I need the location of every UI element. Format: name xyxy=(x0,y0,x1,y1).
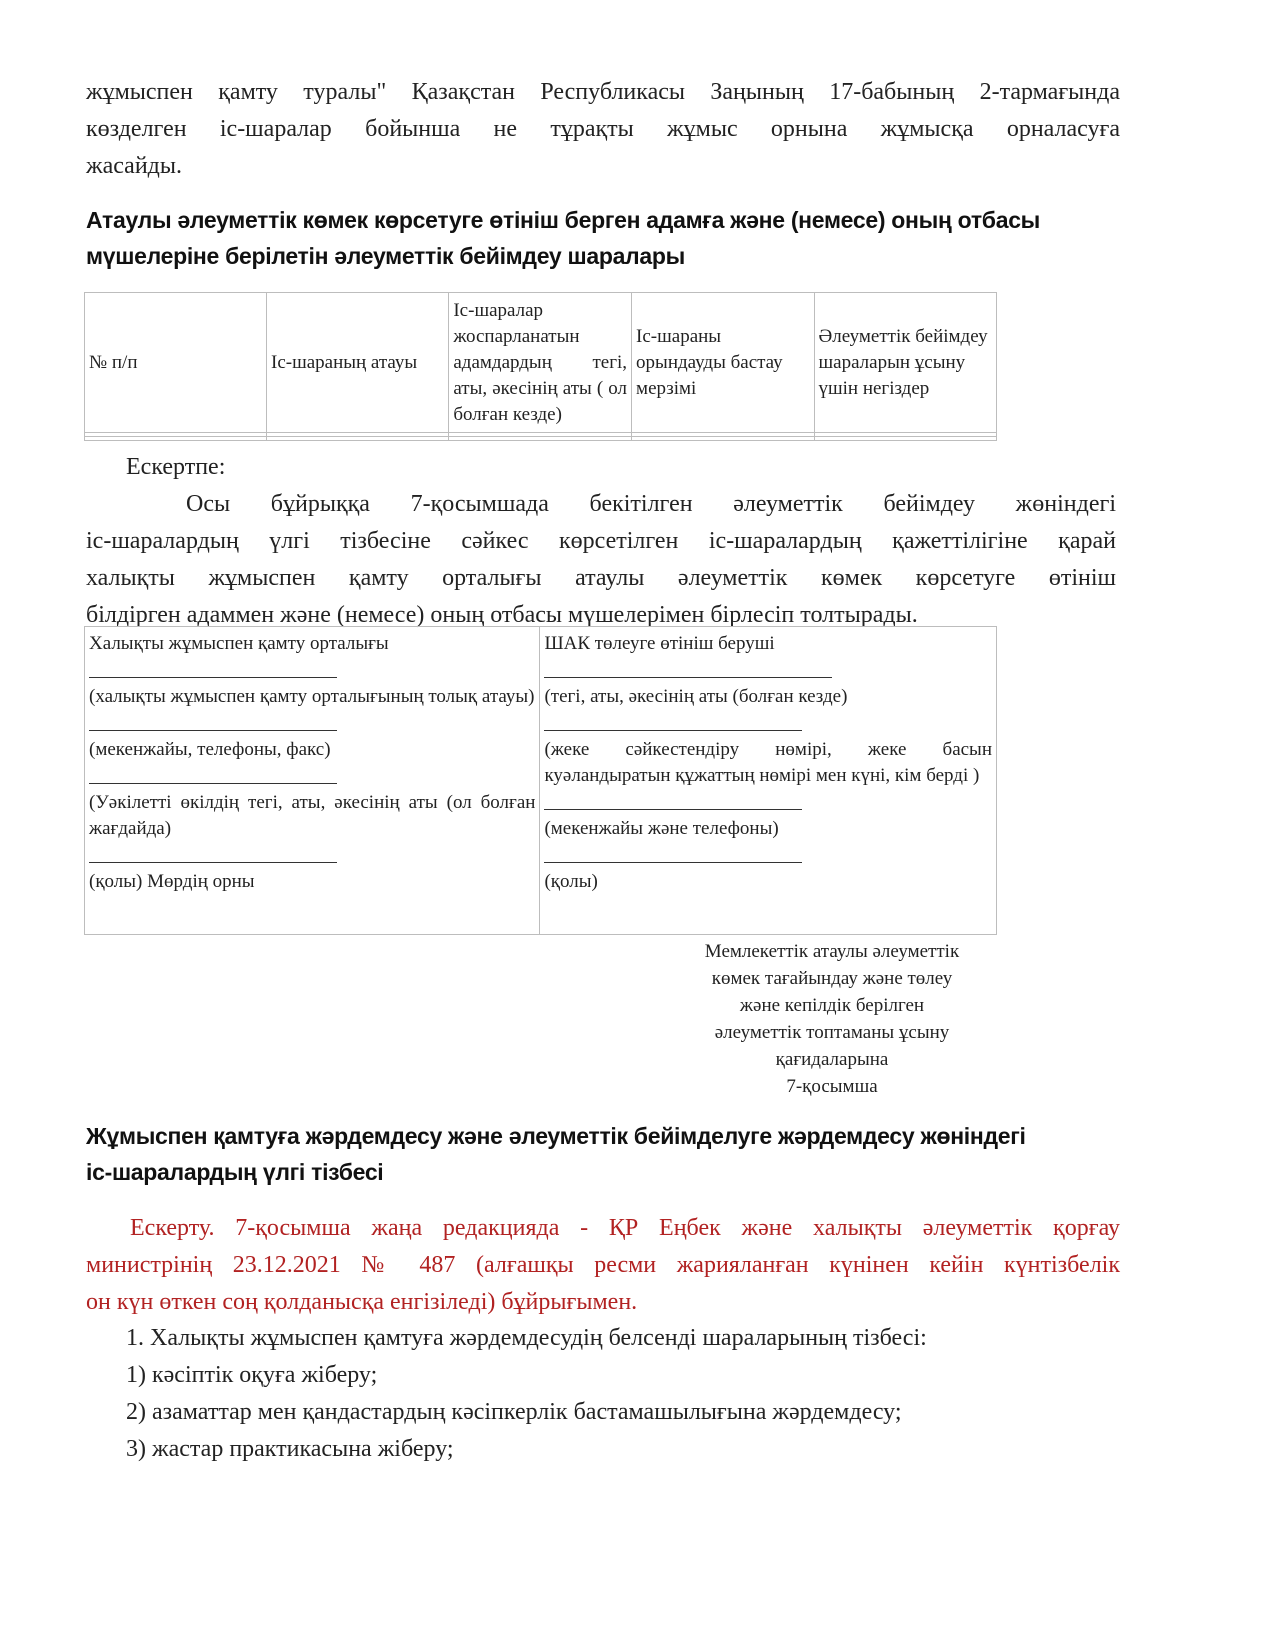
table-header-row xyxy=(85,293,997,433)
blank-line xyxy=(544,714,802,731)
empty-cell xyxy=(267,437,449,441)
note-line: халықты жұмыспен қамту орталығы атаулы әлеуметтік көмек көрсетуге өтініш xyxy=(86,565,1116,591)
note-label: Ескертпе: xyxy=(126,454,226,480)
table-header-cell: № п/п xyxy=(85,293,267,433)
note-line: Осы бұйрыққа 7-қосымшада бекітілген әлеуметтік бейімдеу жөніндегі xyxy=(186,491,1116,517)
empty-cell xyxy=(814,437,997,441)
appendix-line: әлеуметтік топтаманы ұсыну xyxy=(714,1022,950,1043)
blank-line xyxy=(89,767,337,784)
appendix-line: қағидаларына xyxy=(775,1049,889,1070)
intro-line: көзделген іс-шаралар бойынша не тұрақты жұмыс орнына жұмысқа орналасуға xyxy=(86,116,1120,142)
blank-line xyxy=(544,793,802,810)
intro-line: жұмыспен қамту туралы" Қазақстан Республикасы Заңының 17-бабының 2-тармағында xyxy=(86,79,1120,105)
empty-cell xyxy=(632,437,814,441)
appendix-line: көмек тағайындау және төлеу xyxy=(711,968,953,989)
employment-center-title: Халықты жұмыспен қамту орталығы xyxy=(89,633,389,654)
note-line: іс-шаралардың үлгі тізбесіне сәйкес көрсетілген іс-шаралардың қажеттілігіне қарай xyxy=(86,528,1116,554)
note-paragraph xyxy=(86,486,1116,634)
signature-seal-caption: (қолы) Мөрдің орны xyxy=(89,871,255,892)
blank-line xyxy=(89,661,337,678)
list-item: 1) кәсіптік оқуға жіберу; xyxy=(126,1362,378,1388)
heading-line: Жұмыспен қамтуға жәрдемдесу және әлеуметтік бейімделуге жәрдемдесу жөніндегі xyxy=(86,1123,1026,1149)
appendix-line: және кепілдік берілген xyxy=(739,995,925,1016)
amendment-line: он күн өткен соң қолданысқа енгізіледі) бұйрығымен. xyxy=(86,1289,638,1315)
applicant-address-caption: (мекенжайы және телефоны) xyxy=(544,818,779,839)
signature-row xyxy=(85,627,997,935)
blank-line xyxy=(544,661,832,678)
table-header-cell: Іс-шаралар жоспарланатын адамдардың тегі, аты, әкесінің аты ( ол болған кезде) xyxy=(449,293,632,433)
applicant-signature-caption: (қолы) xyxy=(544,871,598,892)
list-item: 2) азаматтар мен қандастардың кәсіпкерлік бастамашылығына жәрдемдесу; xyxy=(126,1399,902,1425)
applicant-cell xyxy=(540,627,997,935)
applicant-id-caption: (жеке сәйкестендіру нөмірі, жеке басын куәландыратын құжаттың нөмірі мен күні, кім берді ) xyxy=(544,739,992,786)
table-header-cell: Іс-шараны орындауды бастау мерзімі xyxy=(632,293,814,433)
amendment-line: министрінің 23.12.2021 № 487 (алғашқы ресми жарияланған күнінен кейін күнтізбелік xyxy=(86,1252,1120,1278)
measures-list xyxy=(126,1320,1126,1468)
amendment-line: Ескерту. 7-қосымша жаңа редакцияда - ҚР Еңбек және халықты әлеуметтік қорғау xyxy=(130,1215,1120,1241)
heading-line: мүшелеріне берілетін әлеуметтік бейімдеу шаралары xyxy=(86,243,685,269)
blank-line xyxy=(544,846,802,863)
appendix-line: 7-қосымша xyxy=(786,1076,878,1097)
applicant-title: ШАК төлеуге өтініш беруші xyxy=(544,633,775,654)
appendix-line: Мемлекеттік атаулы әлеуметтік xyxy=(704,941,960,962)
intro-line: жасайды. xyxy=(86,153,183,179)
section-heading-model-list xyxy=(86,1118,1126,1190)
section-heading-social-adaptation xyxy=(86,202,1126,274)
empty-cell xyxy=(449,437,632,441)
amendment-note xyxy=(86,1210,1120,1321)
applicant-name-caption: (тегі, аты, әкесінің аты (болған кезде) xyxy=(544,686,848,707)
list-item: 3) жастар практикасына жіберу; xyxy=(126,1436,454,1462)
blank-line xyxy=(89,714,337,731)
blank-line xyxy=(89,846,337,863)
table-header-cell: Іс-шараның атауы xyxy=(267,293,449,433)
table-header-cell: Әлеуметтік бейімдеу шараларын ұсыну үшін негіздер xyxy=(814,293,997,433)
employment-center-name-caption: (халықты жұмыспен қамту орталығының толық атауы) xyxy=(89,686,535,707)
employment-center-cell xyxy=(85,627,540,935)
heading-line: іс-шаралардың үлгі тізбесі xyxy=(86,1159,384,1185)
signature-table xyxy=(84,626,997,935)
representative-name-caption: (Уәкілетті өкілдің тегі, аты, әкесінің аты (ол болған жағдайда) xyxy=(89,792,536,839)
table-empty-row xyxy=(85,437,997,441)
employment-center-address-caption: (мекенжайы, телефоны, факс) xyxy=(89,739,331,760)
note-line: білдірген адаммен және (немесе) оның отбасы мүшелерімен бірлесіп толтырады. xyxy=(86,602,918,628)
intro-paragraph xyxy=(86,74,1120,185)
list-title: 1. Халықты жұмыспен қамтуға жәрдемдесудің белсенді шараларының тізбесі: xyxy=(126,1325,927,1351)
heading-line: Атаулы әлеуметтік көмек көрсетуге өтініш берген адамға және (немесе) оның отбасы xyxy=(86,207,1041,233)
appendix-reference xyxy=(680,938,984,1100)
measures-table xyxy=(84,292,997,441)
empty-cell xyxy=(85,437,267,441)
